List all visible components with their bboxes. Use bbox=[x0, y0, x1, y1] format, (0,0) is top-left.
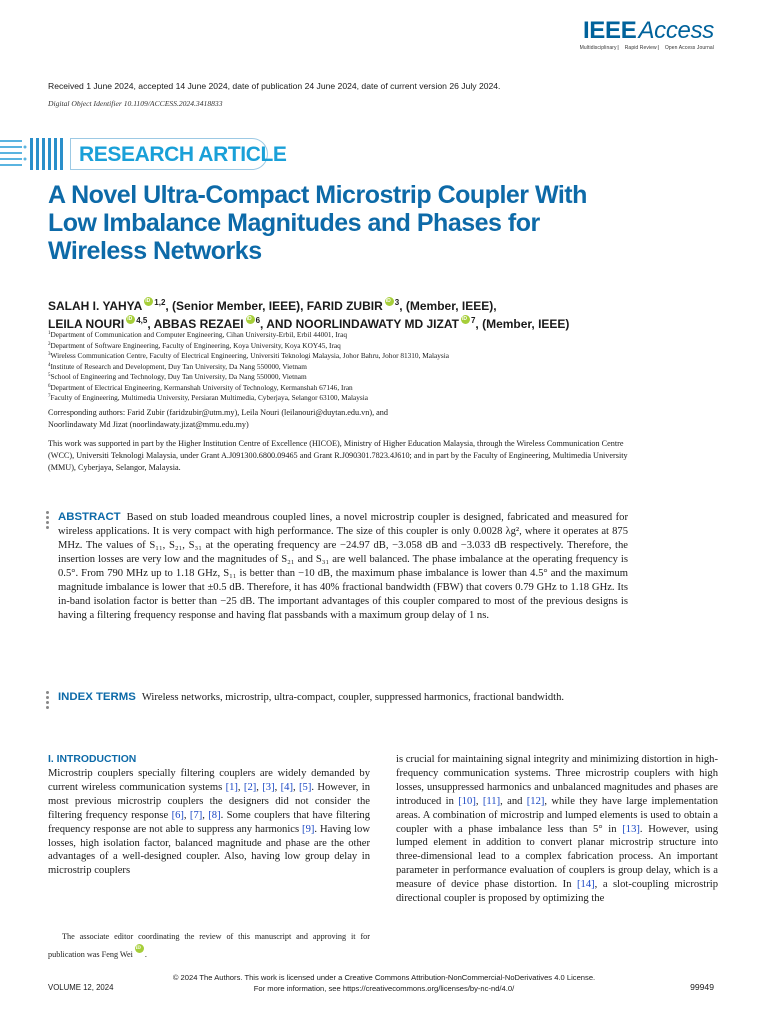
funding-statement: This work was supported in part by the Higher Institution Centre of Excellence (HICOE), Ministry of Higher Education Malaysia, through the Wireless Communication Centre (WCC), Universiti Teknologi Malaysia, under Grant A.J091300.6800.09465 and Grant R.J090301.7823.4J610; and in part by the Faculty of Engineering, Multimedia University (MMU), Cyberjaya, Selangor, Malaysia. bbox=[48, 439, 628, 472]
article-type-band bbox=[0, 138, 287, 172]
affiliation-number: 6 bbox=[48, 383, 51, 389]
affiliation-text: Wireless Communication Centre, Faculty of Electrical Engineering, Universiti Teknologi Malaysia, Johor Bahru, Johor 81310, Malaysia bbox=[50, 351, 449, 360]
citation-link[interactable]: [6] bbox=[171, 809, 184, 821]
corresponding-line: Noorlindawaty Md Jizat (noorlindawaty.jizat@mmu.edu.my) bbox=[48, 420, 249, 429]
affiliation-text: Department of Electrical Engineering, Kermanshah University of Technology, Kermanshah 67146, Iran bbox=[50, 382, 353, 392]
body-text: , bbox=[183, 809, 190, 821]
affiliation-item bbox=[48, 362, 449, 373]
body-text: , bbox=[256, 781, 263, 793]
license-link[interactable]: For more information, see https://creativecommons.org/licenses/by-nc-nd/4.0/ bbox=[253, 984, 515, 993]
author-name: ABBAS REZAEI bbox=[153, 317, 244, 331]
body-text: , and bbox=[500, 795, 527, 807]
index-terms-block bbox=[48, 690, 628, 705]
author-affil-sup: 3 bbox=[394, 298, 400, 307]
abstract-dots-decoration bbox=[46, 511, 50, 531]
author-affil-sup: 7 bbox=[470, 316, 476, 325]
abstract-text: Based on stub loaded meandrous coupled lines, a novel microstrip coupler is designed, fabricated and measured for wireless applications. It is very compact with high performance. The size of this coupler is only 0.0028 λg², where it operates at 875 MHz. The values of S₁₁, S₂₁, S₃₁ at the operating frequency are −24.97 dB, −3.058 dB and −3.033 dB respectively. Therefore, the insertion losses are very low and the magnitudes of S₂₁ and S₃₁ are well balanced. The phase imbalance at the operating frequency is 0.5°. From 790 MHz up to 1.18 GHz, S₁₁ is better than −10 dB, the maximum phase imbalance is lower than 4.5° and the maximum magnitude imbalance is lower that ±0.5 dB. Therefore, it has 40% fractional bandwidth (FBW) that covers 0.79 GHz to 1.18 GHz. Its in-band isolation factor is better than −25 dB. The important advantages of this coupler compared to most of the previous designs is having a filtering frequency response and having flat passbands with a maximum group delay of 1 ns. bbox=[58, 512, 628, 621]
publication-dates: Received 1 June 2024, accepted 14 June 2024, date of publication 24 June 2024, date of current version 26 July 2024. bbox=[48, 81, 501, 91]
body-text: , while they have large implementation areas. A combination of microstrip and lumped elements is used to obtain a coupler with a phase imbalance less than 5° in bbox=[396, 795, 719, 835]
affiliation-text: Department of Communication and Computer Engineering, Cihan University-Erbil, Erbil 44001, Iraq bbox=[50, 330, 347, 339]
affiliation-list bbox=[48, 330, 449, 404]
author-name: NOORLINDAWATY MD JIZAT bbox=[295, 317, 459, 331]
body-text: , a slot-coupling microstrip directional coupler is proposed by optimizing the bbox=[396, 879, 718, 905]
citation-link[interactable]: [7] bbox=[189, 809, 203, 821]
logo-access: Access bbox=[638, 17, 714, 44]
affiliation-item bbox=[48, 330, 449, 341]
affiliation-text: Faculty of Engineering, Multimedia University, Persiaran Multimedia, Cyberjaya, Selangor 63100, Malaysia bbox=[50, 393, 368, 402]
author-role: , (Senior Member, IEEE), bbox=[165, 299, 307, 313]
logo-wordmark bbox=[580, 18, 714, 44]
intro-left-paragraph bbox=[48, 767, 370, 878]
article-type-box bbox=[70, 138, 287, 170]
affiliation-text: Department of Software Engineering, Faculty of Engineering, Koya University, Koya KOY45, Iraq bbox=[50, 340, 341, 350]
orcid-icon[interactable] bbox=[144, 297, 153, 306]
editor-footnote: The associate editor coordinating the review of this manuscript and approving it for publication was Feng WeiiD . bbox=[48, 930, 370, 961]
citation-link[interactable]: [2] bbox=[243, 781, 257, 793]
author-line bbox=[48, 297, 569, 315]
abstract-block bbox=[48, 510, 628, 623]
body-text: , bbox=[274, 781, 281, 793]
affiliation-number: 3 bbox=[48, 352, 51, 357]
body-text: is crucial for maintaining signal integrity and minimizing distortion in high-frequency communication systems. Three microstrip couplers with high losses, unsuppressed harmonics and unbalanced magnitudes and phases are introduced in bbox=[396, 754, 718, 807]
author-name: SALAH I. YAHYA bbox=[48, 299, 143, 313]
intro-right-column bbox=[396, 753, 718, 906]
index-terms-paragraph bbox=[48, 690, 628, 705]
footnote-text: The associate editor coordinating the review of this manuscript and approving it for publication was Feng Wei bbox=[48, 932, 370, 959]
orcid-icon[interactable] bbox=[385, 297, 394, 306]
affiliation-text: School of Engineering and Technology, Duy Tan University, Da Nang 550000, Vietnam bbox=[50, 372, 307, 381]
affiliation-text: Institute of Research and Development, Duy Tan University, Da Nang 550000, Vietnam bbox=[50, 361, 307, 371]
license-line: © 2024 The Authors. This work is licensed under a Creative Commons Attribution-NonCommercial-NoDerivatives 4.0 License. bbox=[172, 973, 596, 982]
citation-link[interactable]: [10] bbox=[458, 795, 476, 807]
volume-label: VOLUME 12, 2024 bbox=[48, 983, 114, 992]
body-text: Microstrip couplers specially filtering couplers are widely demanded by current wireless communication systems bbox=[48, 768, 370, 793]
body-text: , bbox=[293, 781, 299, 793]
affiliation-item bbox=[48, 393, 449, 404]
citation-link[interactable]: [14] bbox=[577, 879, 595, 891]
citation-link[interactable]: [11] bbox=[482, 795, 501, 807]
affiliation-number: 1 bbox=[48, 331, 51, 336]
article-type-label: RESEARCH ARTICLE bbox=[79, 143, 287, 166]
affiliation-number: 7 bbox=[48, 394, 51, 399]
author-name: FARID ZUBIR bbox=[306, 299, 383, 313]
citation-link[interactable]: [3] bbox=[262, 781, 275, 793]
affiliation-number: 2 bbox=[48, 341, 51, 347]
author-list bbox=[48, 297, 569, 333]
body-text: . Some couplers that have filtering frequency response are not able to suppress any harmonics bbox=[48, 809, 371, 835]
author-separator: , AND bbox=[260, 317, 296, 331]
author-separator: , bbox=[147, 317, 154, 331]
title-line: Wireless Networks bbox=[48, 237, 262, 265]
body-text: , bbox=[237, 781, 244, 793]
title-line: A Novel Ultra-Compact Microstrip Coupler With bbox=[48, 181, 587, 209]
author-affil-sup: 1,2 bbox=[154, 298, 166, 307]
citation-link[interactable]: [4] bbox=[280, 781, 293, 793]
citation-link[interactable]: [12] bbox=[526, 795, 545, 807]
citation-link[interactable]: [1] bbox=[225, 781, 238, 793]
orcid-icon[interactable] bbox=[246, 315, 255, 324]
citation-link[interactable]: [5] bbox=[299, 781, 312, 793]
paper-title bbox=[48, 181, 688, 265]
orcid-icon[interactable] bbox=[461, 315, 470, 324]
affiliation-item bbox=[48, 383, 449, 394]
license-notice bbox=[0, 972, 768, 994]
citation-link[interactable]: [13] bbox=[622, 823, 640, 835]
author-role: , (Member, IEEE), bbox=[399, 299, 497, 313]
section-heading-introduction: I. INTRODUCTION bbox=[48, 754, 137, 765]
index-terms-heading: INDEX TERMS bbox=[58, 691, 136, 703]
affiliation-number: 4 bbox=[48, 362, 51, 368]
abstract-heading: ABSTRACT bbox=[58, 511, 121, 523]
citation-link[interactable]: [8] bbox=[208, 809, 221, 821]
intro-left-column bbox=[48, 753, 370, 878]
abstract-paragraph bbox=[48, 510, 628, 623]
intro-right-paragraph bbox=[396, 753, 718, 906]
corresponding-authors bbox=[48, 407, 608, 431]
orcid-icon[interactable] bbox=[126, 315, 135, 324]
title-line: Low Imbalance Magnitudes and Phases for bbox=[48, 209, 540, 237]
author-name: LEILA NOURI bbox=[48, 317, 125, 331]
band-stripes-decoration bbox=[0, 138, 70, 172]
author-affil-sup: 6 bbox=[255, 316, 261, 325]
author-affil-sup: 4,5 bbox=[136, 316, 148, 325]
citation-link[interactable]: [9] bbox=[302, 823, 315, 835]
affiliation-item bbox=[48, 351, 449, 362]
logo-tagline: Multidisciplinary ⎸ Rapid Review ⎸ Open Access Journal bbox=[579, 45, 714, 51]
affiliation-number: 5 bbox=[48, 373, 51, 378]
index-dots-decoration bbox=[46, 691, 50, 711]
affiliation-item bbox=[48, 372, 449, 383]
page-number: 99949 bbox=[690, 982, 714, 992]
journal-logo bbox=[580, 18, 714, 51]
body-text: , bbox=[202, 809, 209, 821]
index-terms-text: Wireless networks, microstrip, ultra-compact, coupler, suppressed harmonics, fractional bandwidth. bbox=[141, 692, 565, 703]
logo-ieee: IEEE bbox=[582, 17, 637, 44]
affiliation-item bbox=[48, 341, 449, 352]
orcid-icon[interactable] bbox=[135, 944, 144, 953]
body-text: . However, in most previous microstrip couplers the designers did not consider the filtering frequency response bbox=[48, 781, 370, 821]
author-role: , (Member, IEEE) bbox=[475, 317, 570, 331]
body-text: . However, using lumped element in addition to convert planar microstrip structure into three-dimensional lead to a complex fabrication process. An important parameter in performance evaluation of couplers is group delay, which is a measure of device phase distortion. In bbox=[396, 823, 718, 891]
corresponding-line: Corresponding authors: Farid Zubir (faridzubir@utm.my), Leila Nouri (leilanouri@duytan.edu.vn), and bbox=[48, 408, 388, 417]
body-text: , bbox=[475, 795, 483, 807]
doi-line[interactable]: Digital Object Identifier 10.1109/ACCESS.2024.3418833 bbox=[48, 99, 223, 108]
body-text: . Having low losses, high isolation factor, balanced magnitude and phase are the other advantages of a well-designed coupler. Also, having low group delay in microstrip couplers bbox=[48, 823, 370, 877]
